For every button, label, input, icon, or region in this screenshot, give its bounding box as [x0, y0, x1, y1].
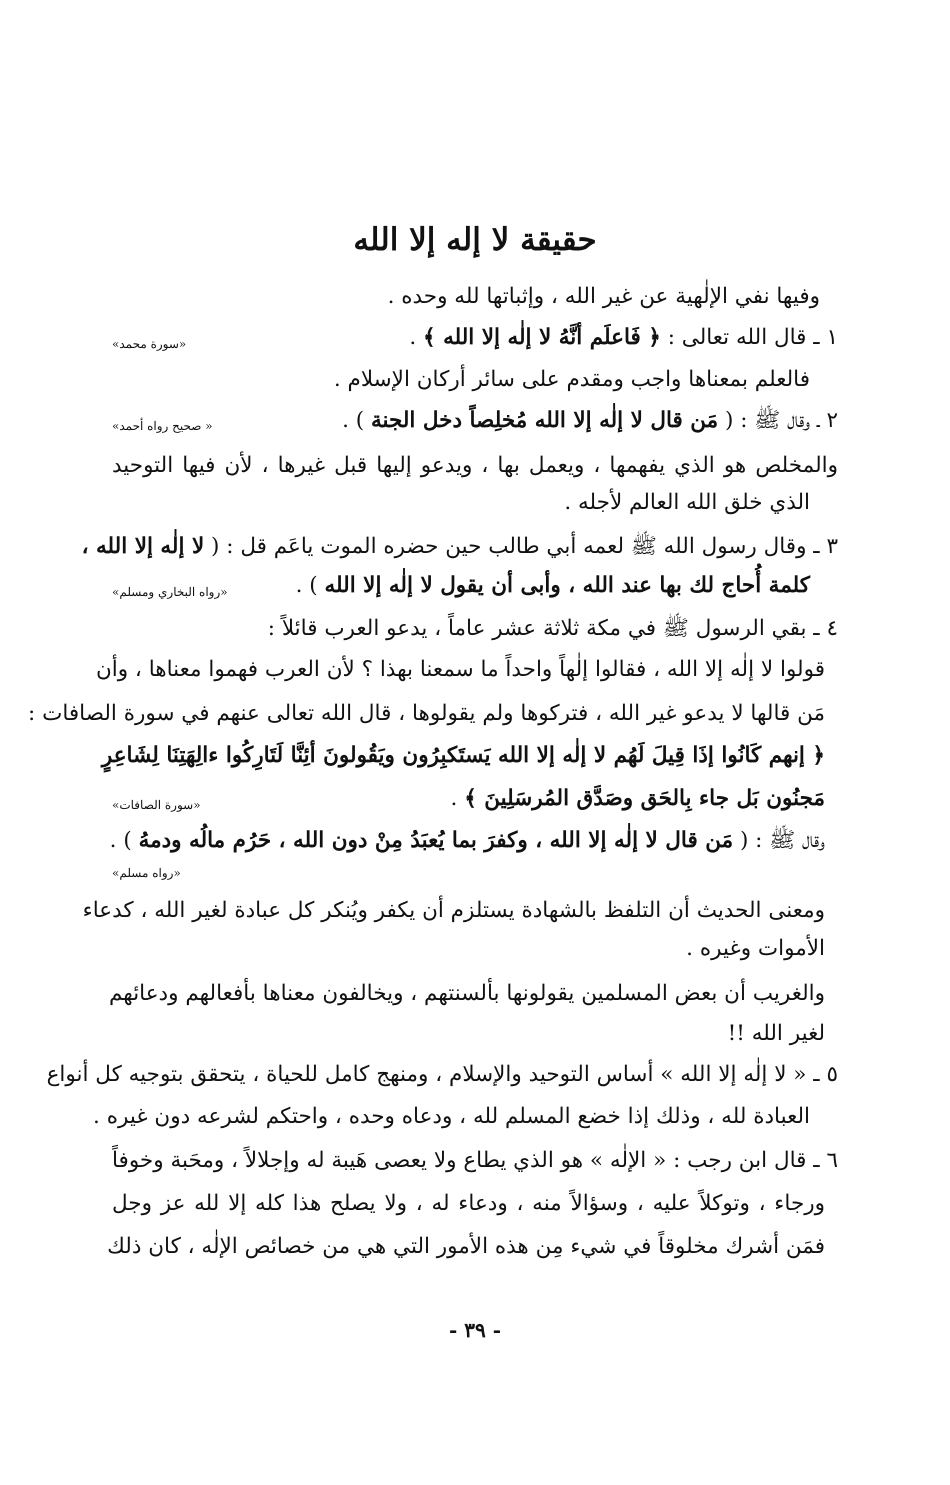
hadith-line: وقال ﷺ : ( مَن قال لا إلٰه إلا الله ، وكفرَ بما يُعبَدُ مِنْ دون الله ، حَرُم مالُه ودمهُ ) . [109, 828, 825, 853]
reference-muslim: «رواه مسلم» [112, 866, 181, 880]
text-line: الذي خلق الله العالم لأجله . [564, 490, 810, 515]
reference-surat-saffat: «سورة الصافات» [112, 798, 201, 812]
list-item-6: ٦ ـ قال ابن رجب : « الإلٰه » هو الذي يطاع ولا يعصى هَيبة له وإجلالاً ، ومحَبة وخوفاً [112, 1148, 839, 1173]
text-line: فالعلم بمعناها واجب ومقدم على سائر أركان الإسلام . [333, 367, 810, 392]
text-line: لغير الله !! [727, 1021, 825, 1046]
text-line: العبادة لله ، وذلك إذا خضع المسلم لله ، ودعاه وحده ، واحتكم لشرعه دون غيره . [93, 1104, 810, 1129]
text-line: والغريب أن بعض المسلمين يقولونها بألسنتهم ، ويخالفون معناها بأفعالهم ودعائهم [108, 981, 825, 1006]
list-item-2: ٢ ـ وقال ﷺ : ( مَن قال لا إلٰه إلا الله مُخلِصاً دخل الجنة ) . [342, 408, 838, 433]
page-title: حقيقة لا إله إلا الله [353, 222, 597, 258]
text-line: الأموات وغيره . [686, 936, 825, 961]
text-line: فمَن أشرك مخلوقاً في شيء مِن هذه الأمور التي هي من خصائص الإلٰه ، كان ذلك [107, 1234, 825, 1259]
text-line: وفيها نفي الإلٰهية عن غير الله ، وإثباتها لله وحده . [387, 284, 820, 309]
text-line: ورجاء ، وتوكلاً عليه ، وسؤالاً منه ، ودعاء له ، ولا يصلح هذا كله إلا لله عز وجل [112, 1191, 825, 1216]
reference-ahmad: « صحيح رواه أحمد» [112, 419, 213, 433]
quran-verse-line: مَجنُون بَل جاء بِالحَق وصَدَّق المُرسَلِينَ ﴾ . [450, 786, 825, 811]
text-line: كلمة أُحاج لك بها عند الله ، وأبى أن يقول لا إلٰه إلا الله ) . [295, 573, 810, 598]
reference-surat-muhammad: «سورة محمد» [112, 337, 187, 351]
list-item-5: ٥ ـ « لا إلٰه إلا الله » أساس التوحيد والإسلام ، ومنهج كامل للحياة ، يتحقق بتوجيه كل أنواع [46, 1062, 838, 1087]
text-line: ومعنى الحديث أن التلفظ بالشهادة يستلزم أن يكفر ويُنكر كل عبادة لغير الله ، كدعاء [82, 898, 825, 923]
text-line: والمخلص هو الذي يفهمها ، ويعمل بها ، ويدعو إليها قبل غيرها ، لأن فيها التوحيد [112, 453, 838, 478]
list-item-4: ٤ ـ بقي الرسول ﷺ في مكة ثلاثة عشر عاماً ، يدعو العرب قائلاً : [267, 616, 838, 641]
text-line: مَن قالها لا يدعو غير الله ، فتركوها ولم يقولوها ، قال الله تعالى عنهم في سورة الصافات : [28, 701, 825, 726]
text-line: قولوا لا إلٰه إلا الله ، فقالوا إلٰهاً واحداً ما سمعنا بهذا ؟ لأن العرب فهموا معناها ، وأن [95, 657, 825, 682]
reference-bukhari-muslim: «رواه البخاري ومسلم» [112, 585, 228, 599]
page-number: - ٣٩ - [448, 1318, 501, 1342]
list-item-1: ١ ـ قال الله تعالى : ﴿ فَاعلَم أنَّهُ لا إلٰه إلا الله ﴾ . [409, 325, 838, 350]
list-item-3: ٣ ـ وقال رسول الله ﷺ لعمه أبي طالب حين حضره الموت ياعَم قل : ( لا إلٰه إلا الله ، [81, 534, 838, 559]
quran-verse-line: ﴿ إنهم كَانُوا إذَا قِيلَ لَهُم لا إلٰه إلا الله يَستَكبِرُون ويَقُولونَ أئِنَّا لَتَارِكُوا ءالِهَتِنَا لِشَاعِرٍ [101, 743, 825, 768]
